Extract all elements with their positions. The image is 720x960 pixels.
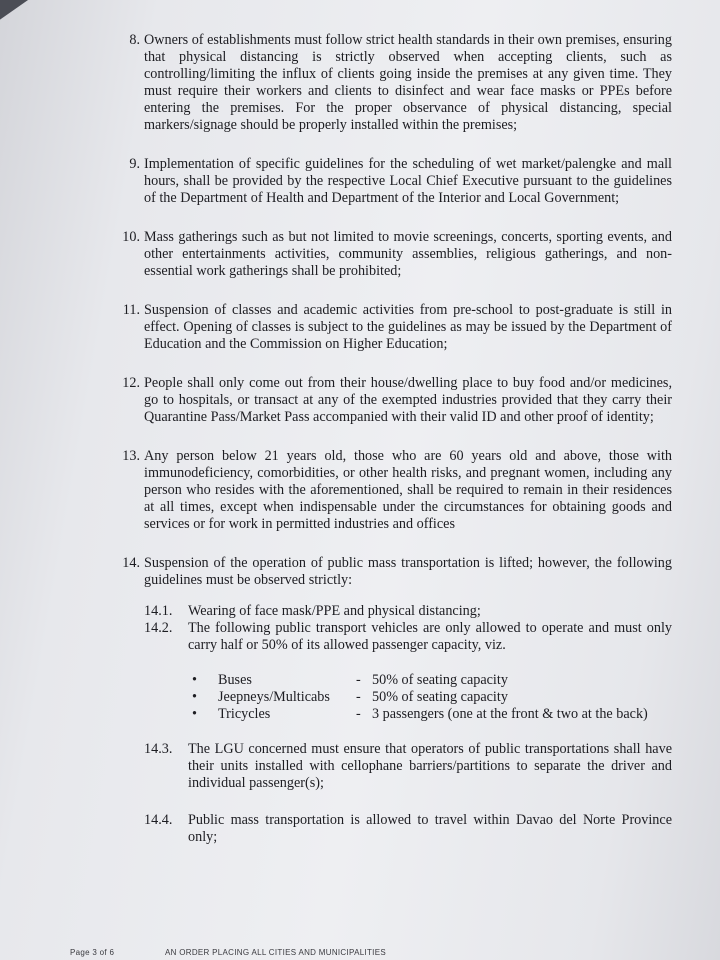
bullet-icon: •: [192, 689, 197, 705]
item-number: 14.: [122, 555, 140, 571]
vehicle-row-tricycles: [192, 706, 672, 723]
vehicle-dash: -: [356, 689, 361, 705]
item-text: Owners of establishments must follow strict health standards in their own premises, ensuring that physical distancing is strictly observed when accepting clients, such as controlling/limiting the influx of clients going inside the premises at any given time. They must require their workers and clients to disinfect and wear face masks or PPEs before entering the premises. For the proper observance of physical distancing, special markers/signage should be properly installed within the premises;: [144, 32, 672, 133]
vehicle-capacity: 50% of seating capacity: [372, 689, 508, 705]
item-text: Suspension of the operation of public mass transportation is lifted; however, the following guidelines must be observed strictly:: [144, 555, 672, 588]
document-body: [112, 32, 672, 846]
vehicle-capacity: 3 passengers (one at the front & two at the back): [372, 706, 648, 722]
vehicle-row-buses: [192, 672, 672, 689]
sub-item-number: 14.1.: [144, 603, 173, 619]
list-item-11: [112, 302, 672, 353]
item-text: Implementation of specific guidelines for the scheduling of wet market/palengke and mall hours, shall be provided by the respective Local Chief Executive pursuant to the guidelines of the Department of Health and Department of the Interior and Local Government;: [144, 156, 672, 206]
vehicle-dash: -: [356, 672, 361, 688]
item-number: 13.: [122, 448, 140, 464]
vehicle-capacity: 50% of seating capacity: [372, 672, 508, 688]
vehicle-name: Jeepneys/Multicabs: [218, 689, 330, 705]
vehicle-capacity-list: [192, 672, 672, 723]
item-text: Mass gatherings such as but not limited to movie screenings, concerts, sporting events, and other entertainments activities, community assemblies, religious gatherings, and non-essential work gatherings shall be prohibited;: [144, 229, 672, 279]
list-item-9: [112, 156, 672, 207]
item-number: 9.: [129, 156, 140, 172]
item-number: 11.: [122, 302, 140, 318]
page-number: Page 3 of 6: [70, 948, 115, 957]
list-item-8: [112, 32, 672, 134]
sub-item-text: Public mass transportation is allowed to travel within Davao del Norte Province only;: [188, 812, 672, 845]
item-text: Suspension of classes and academic activities from pre-school to post-graduate is still in effect. Opening of classes is subject to the guidelines as may be issued by the Department of Education and the Commission on Higher Education;: [144, 302, 672, 352]
page-corner-shadow: [0, 0, 56, 49]
vehicle-name: Tricycles: [218, 706, 271, 722]
sub-item-text: The LGU concerned must ensure that operators of public transportations shall have their units installed with cellophane barriers/partitions to separate the driver and individual passenger(s);: [188, 741, 672, 791]
sub-item-number: 14.2.: [144, 620, 173, 636]
list-item-14: [112, 555, 672, 589]
sub-item-14-4: [144, 812, 672, 846]
item-text: Any person below 21 years old, those who are 60 years old and above, those with immunodeficiency, comorbidities, or other health risks, and pregnant women, including any person who resides with the aforementioned, shall be required to remain in their residences at all times, except when indispensable under the circumstances for obtaining goods and services or for work in permitted industries and offices: [144, 448, 672, 532]
item-number: 12.: [122, 375, 140, 391]
sub-item-number: 14.3.: [144, 741, 173, 757]
list-item-10: [112, 229, 672, 280]
sub-item-14-2: [144, 620, 672, 654]
bullet-icon: •: [192, 706, 197, 722]
sub-item-number: 14.4.: [144, 812, 173, 828]
item-number: 8.: [129, 32, 140, 48]
list-item-12: [112, 375, 672, 426]
vehicle-row-jeepneys: [192, 689, 672, 706]
bullet-icon: •: [192, 672, 197, 688]
item-number: 10.: [122, 229, 140, 245]
sub-item-text: The following public transport vehicles are only allowed to operate and must only carry half or 50% of its allowed passenger capacity, viz.: [188, 620, 672, 653]
list-item-13: [112, 448, 672, 533]
sub-item-14-1: [144, 603, 672, 620]
vehicle-dash: -: [356, 706, 361, 722]
sub-item-14-3: [144, 741, 672, 792]
vehicle-name: Buses: [218, 672, 252, 688]
item-text: People shall only come out from their house/dwelling place to buy food and/or medicines, go to hospitals, or transact at any of the exempted industries provided that they carry their Quarantine Pass/Market Pass accompanied with their valid ID and other proof of identity;: [144, 375, 672, 425]
sub-item-text: Wearing of face mask/PPE and physical distancing;: [188, 603, 481, 619]
footer-order-title: AN ORDER PLACING ALL CITIES AND MUNICIPALITIES: [165, 948, 386, 957]
